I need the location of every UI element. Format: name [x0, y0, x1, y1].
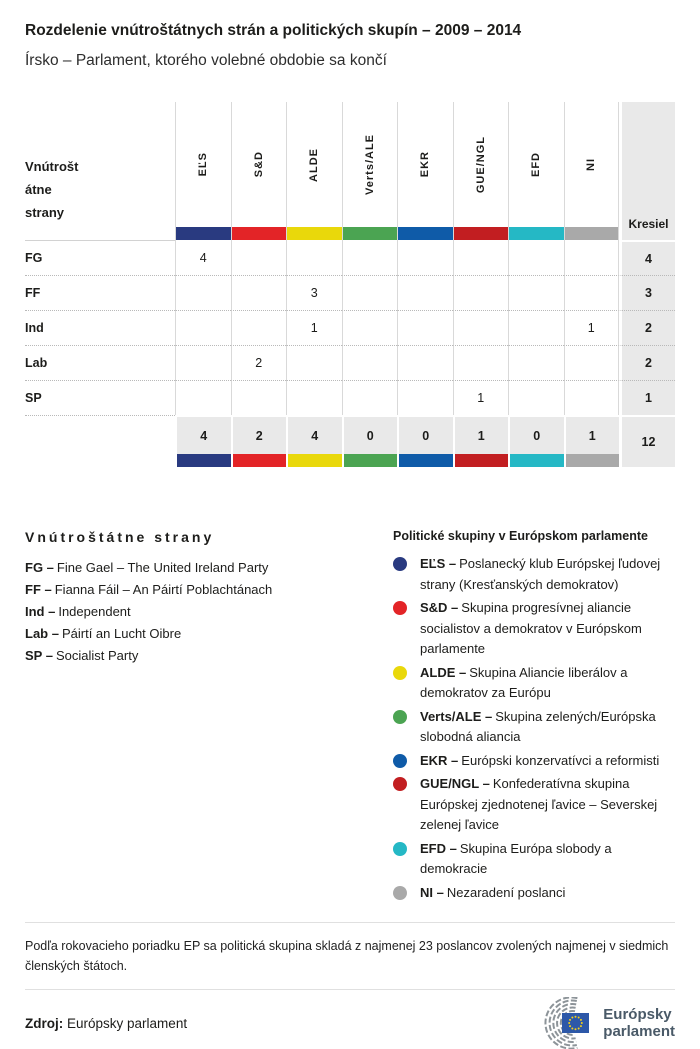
seat-count-cell: [453, 275, 509, 310]
row-seats-cell: 2: [619, 345, 675, 380]
group-description: Európski konzervatívci a reformisti: [461, 752, 660, 768]
party-abbr: Lab –: [25, 626, 59, 641]
group-column-header: [453, 102, 509, 240]
group-code-label: EĽS: [197, 152, 210, 177]
table-header-row: [25, 102, 675, 240]
seat-count-cell: [508, 310, 564, 345]
divider: [25, 989, 675, 990]
group-code-label: EFD: [530, 152, 543, 177]
seats-header-cell: Kresiel: [619, 102, 675, 240]
group-color-bar: [233, 454, 287, 467]
table-row: [25, 240, 675, 275]
seat-count-cell: 3: [286, 275, 342, 310]
group-color-dot: [393, 842, 407, 856]
group-color-dot: [393, 777, 407, 791]
group-total-cell: [286, 415, 342, 467]
group-code-label: ALDE: [308, 147, 321, 182]
group-legend-item: [393, 751, 675, 772]
group-color-bar: [287, 227, 342, 240]
seat-count-cell: [397, 275, 453, 310]
seat-count-cell: [453, 345, 509, 380]
seat-count-cell: [453, 240, 509, 275]
group-total-value: 0: [422, 428, 430, 443]
group-description: Konfederatívna skupina Európskej zjednotenej ľavice – Severskej zelenej ľavice: [420, 776, 658, 832]
table-row: [25, 380, 675, 415]
seat-count-cell: [508, 380, 564, 415]
group-abbr: EKR –: [420, 752, 459, 768]
seat-count-cell: [231, 310, 287, 345]
logo-word-line: Európsky: [603, 1006, 672, 1023]
group-code-label: GUE/NGL: [474, 135, 487, 194]
divider: [25, 922, 675, 923]
party-name: Fine Gael – The United Ireland Party: [56, 560, 269, 575]
groups-legend-heading: Politické skupiny v Európskom parlamente: [393, 529, 648, 543]
group-legend-item: [393, 554, 675, 595]
seat-count-cell: [564, 275, 620, 310]
party-label-cell: SP: [25, 380, 175, 415]
group-total-cell: [453, 415, 509, 467]
group-color-dot: [393, 666, 407, 680]
group-total-cell: [342, 415, 398, 467]
group-total-value: 2: [255, 428, 263, 443]
page-subtitle: Írsko – Parlament, ktorého volebné obdobie sa končí: [25, 52, 387, 69]
group-total-cell: [508, 415, 564, 467]
seat-count-cell: [342, 310, 398, 345]
footnote-text: Podľa rokovacieho poriadku EP sa politická skupina skladá z najmenej 23 poslancov zvolených najmenej v siedmich členských štátoch.: [25, 939, 669, 973]
seat-count-cell: [564, 380, 620, 415]
party-name: Fianna Fáil – An Páirtí Poblachtánach: [54, 582, 273, 597]
group-legend-item: [393, 707, 675, 748]
seat-count-cell: 1: [453, 380, 509, 415]
group-column-header: [564, 102, 620, 240]
group-description: Poslanecký klub Európskej ľudovej strany (Kresťanských demokratov): [420, 556, 661, 592]
group-total-cell: [175, 415, 231, 467]
group-total-cell: [564, 415, 620, 467]
row-seats-cell: 4: [619, 240, 675, 275]
party-legend-item: [25, 579, 383, 601]
group-abbr: ALDE –: [420, 664, 467, 680]
group-color-bar: [399, 454, 453, 467]
party-abbr: FF –: [25, 582, 52, 597]
group-total-cell: [397, 415, 453, 467]
seat-count-cell: [231, 380, 287, 415]
party-label-cell: FG: [25, 240, 175, 275]
group-code-label: NI: [585, 158, 598, 171]
groups-legend-list: [393, 554, 675, 903]
group-color-bar: [454, 227, 509, 240]
corner-header-line: Vnútrošt: [25, 159, 79, 174]
group-column-header: [508, 102, 564, 240]
table-totals-row: [25, 415, 675, 467]
party-abbr: Ind –: [25, 604, 56, 619]
group-code-label: EKR: [419, 151, 432, 178]
seat-count-cell: [397, 310, 453, 345]
group-color-bar: [510, 454, 564, 467]
corner-header-cell: [25, 102, 175, 240]
source-line: [25, 1016, 187, 1031]
group-color-bar: [566, 454, 620, 467]
party-legend-item: [25, 645, 383, 667]
group-description: Nezaradení poslanci: [446, 884, 566, 900]
seat-count-cell: 1: [286, 310, 342, 345]
group-column-header: [397, 102, 453, 240]
european-parliament-logo: [521, 997, 675, 1049]
group-total-value: 1: [477, 428, 485, 443]
group-legend-item: [393, 839, 675, 880]
group-total-value: 0: [366, 428, 374, 443]
group-color-bar: [509, 227, 564, 240]
parties-legend-heading: Vnútroštátne strany: [25, 529, 215, 545]
seat-count-cell: [508, 345, 564, 380]
group-legend-item: [393, 663, 675, 704]
seat-count-cell: [453, 310, 509, 345]
groups-legend: [393, 529, 675, 906]
group-legend-item: [393, 598, 675, 660]
table-row: [25, 345, 675, 380]
group-color-bar: [455, 454, 509, 467]
parties-legend-list: [25, 557, 383, 667]
seat-count-cell: 1: [564, 310, 620, 345]
group-color-bar: [176, 227, 231, 240]
seat-count-cell: 2: [231, 345, 287, 380]
parties-legend: [25, 529, 393, 906]
seat-count-cell: [564, 345, 620, 380]
group-color-bar: [565, 227, 619, 240]
party-abbr: SP –: [25, 648, 53, 663]
party-name: Independent: [58, 604, 131, 619]
group-legend-item: [393, 883, 675, 904]
source-value: Európsky parlament: [67, 1015, 188, 1031]
logo-word-line: parlament: [603, 1023, 675, 1040]
party-label-cell: Ind: [25, 310, 175, 345]
group-column-header: [231, 102, 287, 240]
group-code-label: Verts/ALE: [363, 134, 376, 195]
party-label-cell: FF: [25, 275, 175, 310]
totals-label-cell: [25, 415, 175, 467]
page-title: Rozdelenie vnútroštátnych strán a politických skupín – 2009 – 2014: [25, 22, 522, 39]
group-total-value: 0: [533, 428, 541, 443]
seat-count-cell: [286, 380, 342, 415]
seat-count-cell: [231, 275, 287, 310]
group-color-bar: [288, 454, 342, 467]
group-code-label: S&D: [252, 151, 265, 178]
group-total-value: 4: [311, 428, 319, 443]
seat-count-cell: [175, 345, 231, 380]
seat-count-cell: [342, 345, 398, 380]
group-abbr: Verts/ALE –: [420, 708, 493, 724]
seat-count-cell: [508, 240, 564, 275]
group-color-dot: [393, 886, 407, 900]
party-legend-item: [25, 557, 383, 579]
party-name: Socialist Party: [55, 648, 139, 663]
seat-count-cell: [397, 380, 453, 415]
table-body: [25, 240, 675, 415]
seat-count-cell: [342, 275, 398, 310]
group-color-bar: [398, 227, 453, 240]
party-legend-item: [25, 601, 383, 623]
group-description: Skupina zelených/Európska slobodná aliancia: [420, 708, 656, 744]
legends: [25, 529, 675, 906]
group-color-bar: [343, 227, 398, 240]
logo-wordmark: [603, 1006, 675, 1040]
footer: [25, 997, 675, 1049]
group-abbr: GUE/NGL –: [420, 776, 490, 791]
seat-count-cell: [397, 345, 453, 380]
table-row: [25, 275, 675, 310]
group-color-bar: [232, 227, 287, 240]
group-color-dot: [393, 601, 407, 615]
group-description: Skupina Európa slobody a demokracie: [420, 840, 612, 876]
table-row: [25, 310, 675, 345]
party-abbr: FG –: [25, 560, 54, 575]
seat-count-cell: [564, 240, 620, 275]
group-total-value: 1: [588, 428, 596, 443]
source-label: Zdroj:: [25, 1015, 64, 1031]
row-seats-cell: 2: [619, 310, 675, 345]
group-column-header: [342, 102, 398, 240]
hemicycle-flag-icon: [521, 997, 597, 1049]
group-total-value: 4: [200, 428, 208, 443]
group-total-cell: [231, 415, 287, 467]
group-column-header: [286, 102, 342, 240]
seat-count-cell: [397, 240, 453, 275]
seat-count-cell: [175, 275, 231, 310]
seat-count-cell: [508, 275, 564, 310]
group-column-header: [175, 102, 231, 240]
group-abbr: NI –: [420, 884, 444, 900]
group-legend-item: [393, 774, 675, 836]
group-abbr: S&D –: [420, 600, 459, 615]
totals-seats-cell: 12: [619, 415, 675, 467]
group-color-dot: [393, 754, 407, 768]
parties-groups-table: [25, 102, 675, 467]
group-color-dot: [393, 557, 407, 571]
party-label-cell: Lab: [25, 345, 175, 380]
seat-count-cell: [175, 310, 231, 345]
seat-count-cell: 4: [175, 240, 231, 275]
party-name: Páirtí an Lucht Oibre: [61, 626, 182, 641]
corner-header-line: strany: [25, 205, 65, 220]
row-seats-cell: 3: [619, 275, 675, 310]
group-description: Skupina progresívnej aliancie socialistov a demokratov v Európskom parlamente: [420, 600, 642, 656]
seat-count-cell: [175, 380, 231, 415]
corner-header-line: átne: [25, 182, 52, 197]
group-color-dot: [393, 710, 407, 724]
seat-count-cell: [342, 240, 398, 275]
group-description: Skupina Aliancie liberálov a demokratov za Európu: [420, 664, 628, 700]
party-legend-item: [25, 623, 383, 645]
seat-count-cell: [342, 380, 398, 415]
group-abbr: EĽS –: [420, 556, 457, 571]
group-abbr: EFD –: [420, 840, 457, 856]
group-color-bar: [177, 454, 231, 467]
group-color-bar: [344, 454, 398, 467]
row-seats-cell: 1: [619, 380, 675, 415]
seat-count-cell: [286, 345, 342, 380]
seat-count-cell: [231, 240, 287, 275]
seat-count-cell: [286, 240, 342, 275]
